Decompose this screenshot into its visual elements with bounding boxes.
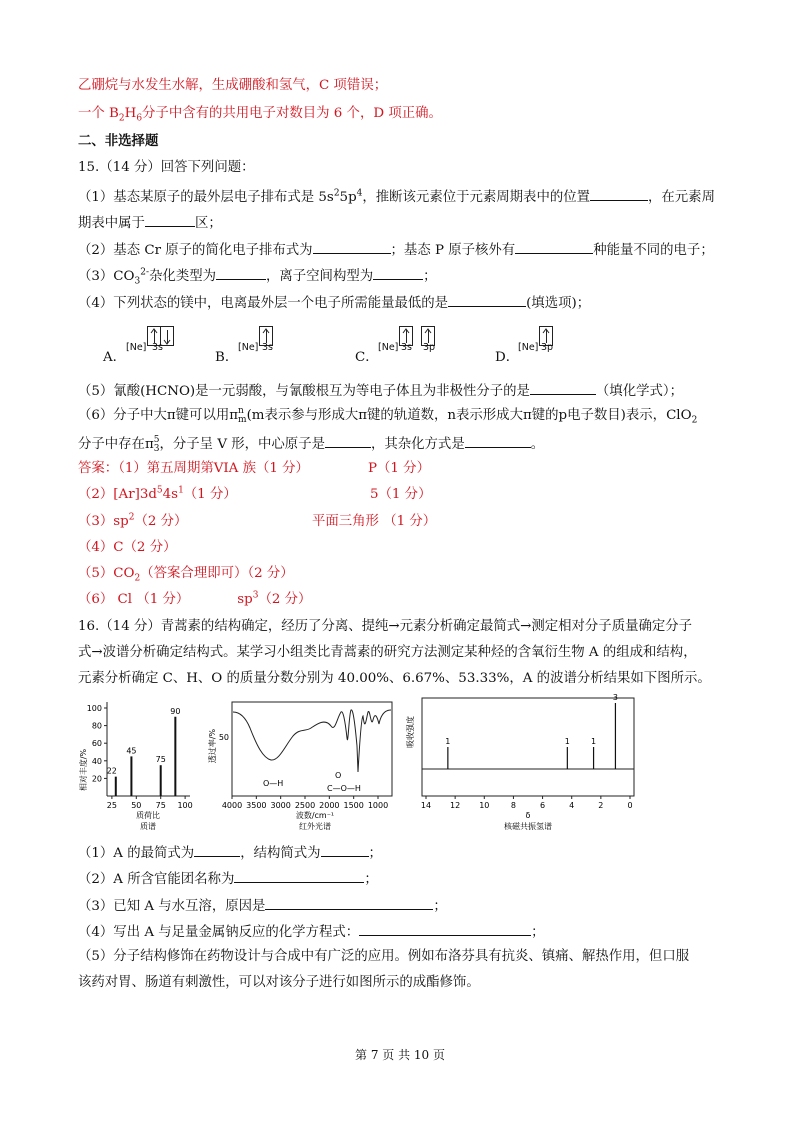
- ir-xtick-label: 1000: [367, 801, 389, 810]
- ms-xtick-label: 75: [155, 801, 166, 810]
- option-b-orbital: 3s: [262, 342, 273, 353]
- q15-part5: （5）氰酸(HCNO)是一元弱酸，与氰酸根互为等电子体且为非极性分子的是 （填化学式）；: [78, 380, 683, 402]
- answer-blank[interactable]: [325, 433, 371, 448]
- option-a-orbital: 3s: [152, 342, 163, 353]
- answer-blank[interactable]: [359, 921, 531, 936]
- q16-sub5-cont: 该药对胃、肠道有刺激性，可以对该分子进行如图所示的成酯修饰。: [78, 975, 480, 990]
- answer-2: $(2)[Ar]3d^54s^1(1$ 分）: [78, 485, 237, 502]
- ms-xtick-label: 100: [177, 801, 193, 810]
- answer-1-right: P（1 分）: [368, 461, 430, 476]
- q16-line-3: 元素分析确定 C、H、O 的质量分数分别为 40.00%、6.67%、53.33%，A 的波谱分析结果如下图所示。: [78, 671, 711, 686]
- answer-blank[interactable]: [448, 292, 526, 307]
- ir-xtick-label: 3500: [246, 801, 267, 810]
- ir-annotation-oh: O—H: [263, 779, 284, 788]
- section-title: 二、非选择题: [78, 133, 159, 149]
- nmr-peak-label: 1: [564, 737, 570, 746]
- answer-2-right: 5（1 分）: [370, 487, 432, 502]
- ir-xtick-label: 4000: [221, 801, 243, 810]
- answer-3: $(3)sp^2(2$ 分）: [78, 512, 188, 529]
- q16-sub4: （4）写出 A 与足量金属钠反应的化学方程式： ；: [78, 921, 545, 943]
- answer-blank[interactable]: [530, 380, 596, 395]
- ir-annotation-o: O: [335, 771, 342, 780]
- q16-sub3: （3）已知 A 与水互溶，原因是 ；: [78, 895, 447, 917]
- q15-part6: （6）分子中大π键可以用π n m (m表示参与形成大π键的轨道数，n表示形成大π键的p电子数目)表示，ClO$_2$: [78, 405, 698, 426]
- nmr-xtick-label: 4: [569, 801, 575, 810]
- ms-ytick-label: 60: [91, 739, 102, 749]
- nmr-xtick-label: 0: [627, 801, 633, 810]
- option-c-label[interactable]: C．: [355, 350, 379, 365]
- nmr-xtick-label: 2: [598, 801, 604, 810]
- option-c-orbital-1: 3s: [401, 342, 412, 353]
- option-b-core: [Ne]: [238, 342, 259, 353]
- ms-xlabel: 质荷比: [136, 811, 160, 820]
- ir-ylabel: 透过率/%: [208, 728, 217, 764]
- ir-xtick-label: 2500: [294, 801, 316, 810]
- option-a-core: [Ne]: [126, 342, 147, 353]
- nmr-ylabel: 吸收强度: [406, 716, 415, 748]
- answer-blank[interactable]: [465, 433, 531, 448]
- ms-xtick-label: 25: [106, 801, 117, 810]
- q15-part1: （1）基态某原子的最外层电子排布式是 $5s^25p^4$，推断该元素位于元素周期表中的位置 ，在元素周: [78, 186, 715, 208]
- answer-6: （6） Cl （1 分） $sp^3(2$ 分）: [78, 590, 312, 607]
- ms-ytick-label: 100: [86, 704, 102, 713]
- ms-ytick-label: 40: [91, 756, 102, 766]
- answer-blank[interactable]: [145, 212, 195, 227]
- nmr-xtick-label: 8: [510, 801, 516, 810]
- option-d-orbital: 3p: [541, 342, 554, 353]
- nmr-xtick-label: 6: [540, 801, 546, 810]
- nmr-xlabel: δ: [525, 811, 531, 820]
- answer-blank[interactable]: [234, 868, 364, 883]
- page-footer: 第 7 页 共 10 页: [355, 1048, 445, 1062]
- ir-xtick-label: 2000: [319, 801, 340, 810]
- nmr-peak-label: 1: [445, 737, 451, 746]
- ms-ytick-label: 20: [91, 774, 102, 784]
- nmr-xtick-label: 14: [420, 801, 432, 810]
- q15-part6-cont: 分子中存在π 5 3 ，分子呈 V 形，中心原子是 ，其杂化方式是 。: [78, 434, 545, 454]
- q15-part3: $(3)CO_3^{2-}$杂化类型为 ，离子空间构型为 ；: [78, 265, 437, 287]
- nmr-title: 核磁共振氢谱: [504, 822, 552, 831]
- answer-blank[interactable]: [590, 186, 648, 201]
- q16-line-1: 16.（14 分）青蒿素的结构确定，经历了分离、提纯→元素分析确定最简式→测定相对分子质量确定分子: [78, 619, 693, 634]
- nmr-spectrum-chart: [405, 692, 645, 838]
- ir-xtick-label: 3000: [270, 801, 291, 810]
- answer-blank[interactable]: [373, 265, 423, 280]
- q16-line-2: 式→波谱分析确定结构式。某学习小组类比青蒿素的研究方法测定某种烃的含氧衍生物 A 的组成和结构，: [78, 645, 697, 660]
- prev-answer-line-1: 乙硼烷与水发生水解，生成硼酸和氢气，C 项错误；: [78, 78, 388, 93]
- answer-1: 答案：（1）第五周期第VIA 族（1 分）: [78, 461, 309, 476]
- answer-blank[interactable]: [515, 239, 593, 254]
- q16-sub5: （5）分子结构修饰在药物设计与合成中有广泛的应用。例如布洛芬具有抗炎、镇痛、解热作用，但口服: [78, 949, 690, 964]
- ir-ytick: 50: [218, 733, 229, 742]
- ms-xtick-label: 50: [131, 801, 142, 810]
- q15-part1-cont: 期表中属于 区；: [78, 212, 222, 234]
- spin-down-icon: [167, 330, 168, 343]
- q15-part4: （4）下列状态的镁中，电离最外层一个电子所需能量最低的是 (填选项)；: [78, 292, 590, 314]
- ms-peak-label: 90: [170, 706, 181, 716]
- ir-xtick-label: 1500: [343, 801, 364, 810]
- ir-xlabel: 波数/cm⁻¹: [295, 811, 335, 820]
- ir-annotation-coh: C—O—H: [327, 784, 361, 793]
- ms-peak-label: 22: [106, 766, 117, 776]
- nmr-xtick-label: 12: [450, 801, 461, 810]
- answer-blank[interactable]: [313, 239, 391, 254]
- ir-trace: [233, 710, 391, 772]
- answer-3-right: 平面三角形 （1 分）: [312, 514, 437, 529]
- answer-blank[interactable]: [216, 265, 266, 280]
- q16-sub1: （1）A 的最简式为 ，结构简式为 ；: [78, 842, 382, 864]
- ms-ylabel: 相对丰度/%: [79, 748, 88, 792]
- ir-title: 红外光谱: [299, 822, 331, 831]
- answer-blank[interactable]: [321, 842, 369, 857]
- answer-blank[interactable]: [265, 895, 433, 910]
- option-d-core: [Ne]: [518, 342, 539, 353]
- ir-spectrum-chart: [205, 698, 400, 838]
- option-c-orbital-2: 3p: [423, 342, 436, 353]
- ms-ytick-label: 80: [91, 721, 102, 731]
- answer-4: （4）C（2 分）: [78, 540, 177, 555]
- option-b-label[interactable]: B．: [215, 350, 239, 365]
- q16-sub2: （2）A 所含官能团名称为 ；: [78, 868, 378, 890]
- ms-peak-label: 75: [155, 755, 166, 765]
- option-d-label[interactable]: D．: [495, 350, 520, 365]
- nmr-peak-label: 1: [591, 737, 597, 746]
- q15-stem: 15.（14 分）回答下列问题：: [78, 160, 255, 175]
- ir-frame: [232, 702, 392, 796]
- q15-part2: （2）基态 Cr 原子的简化电子排布式为 ；基态 P 原子核外有 种能量不同的电子；: [78, 239, 714, 261]
- prev-answer-line-2: 一个 $B_2H_6$分子中含有的共用电子对数目为 6 个，D 项正确。: [78, 106, 442, 124]
- ms-title: 质谱: [140, 822, 156, 831]
- mass-spectrum-chart: [80, 698, 200, 838]
- ms-peak-label: 45: [126, 746, 137, 756]
- nmr-peak-label: 3: [612, 693, 618, 702]
- option-c-core: [Ne]: [378, 342, 399, 353]
- option-a-label[interactable]: A．: [103, 350, 127, 365]
- answer-5: $(5)CO_2$（答案合理即可）（2 分）: [78, 566, 294, 584]
- nmr-xtick-label: 10: [479, 801, 490, 810]
- answer-blank[interactable]: [194, 842, 240, 857]
- nmr-frame: [422, 698, 634, 796]
